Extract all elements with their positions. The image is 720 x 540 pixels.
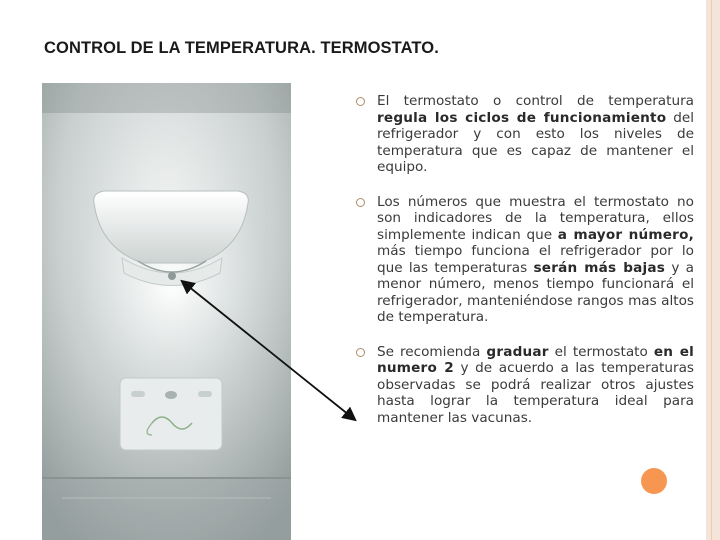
bullet-text: más tiempo funciona el refrigerador por lo que las temperaturas <box>377 243 694 276</box>
bullet-list <box>356 93 694 444</box>
bullet-text: el termostato <box>548 343 654 360</box>
bullet-emphasis: a mayor número, <box>557 226 694 243</box>
bullet-emphasis: serán más bajas <box>533 259 666 276</box>
bullet-marker-icon <box>356 97 365 106</box>
bullet-item <box>356 93 694 176</box>
bullet-emphasis: regula los ciclos de funcionamiento <box>377 109 667 126</box>
bullet-text: El termostato o control de temperatura <box>377 93 694 109</box>
bullet-marker-icon <box>356 348 365 357</box>
bullet-marker-icon <box>356 198 365 207</box>
bullet-emphasis: en el numero 2 <box>377 343 694 376</box>
bullet-text: y de acuerdo a las temperaturas observadas se podrá realizar otros ajustes hasta lograr la temperatura ideal para mantener las vacunas. <box>377 360 694 426</box>
bullet-text: del refrigerador y con esto los niveles de temperatura que es capaz de mantener el equipo. <box>377 109 694 175</box>
laser-pointer-dot <box>641 468 667 494</box>
bullet-item <box>356 194 694 326</box>
bullet-text: Los números que muestra el termostato no son indicadores de la temperatura, ellos simplemente indican que <box>377 193 694 243</box>
bullet-item <box>356 344 694 427</box>
bullet-text: Se recomienda <box>377 343 487 360</box>
slide-title: CONTROL DE LA TEMPERATURA. TERMOSTATO. <box>44 39 439 57</box>
bullet-text: y a menor número, menos tiempo funcionará el refrigerador, manteniéndose rangos mas altos de temperatura. <box>377 259 694 325</box>
bullet-emphasis: graduar <box>486 343 549 360</box>
refrigerator-thermostat-photo <box>42 83 291 540</box>
